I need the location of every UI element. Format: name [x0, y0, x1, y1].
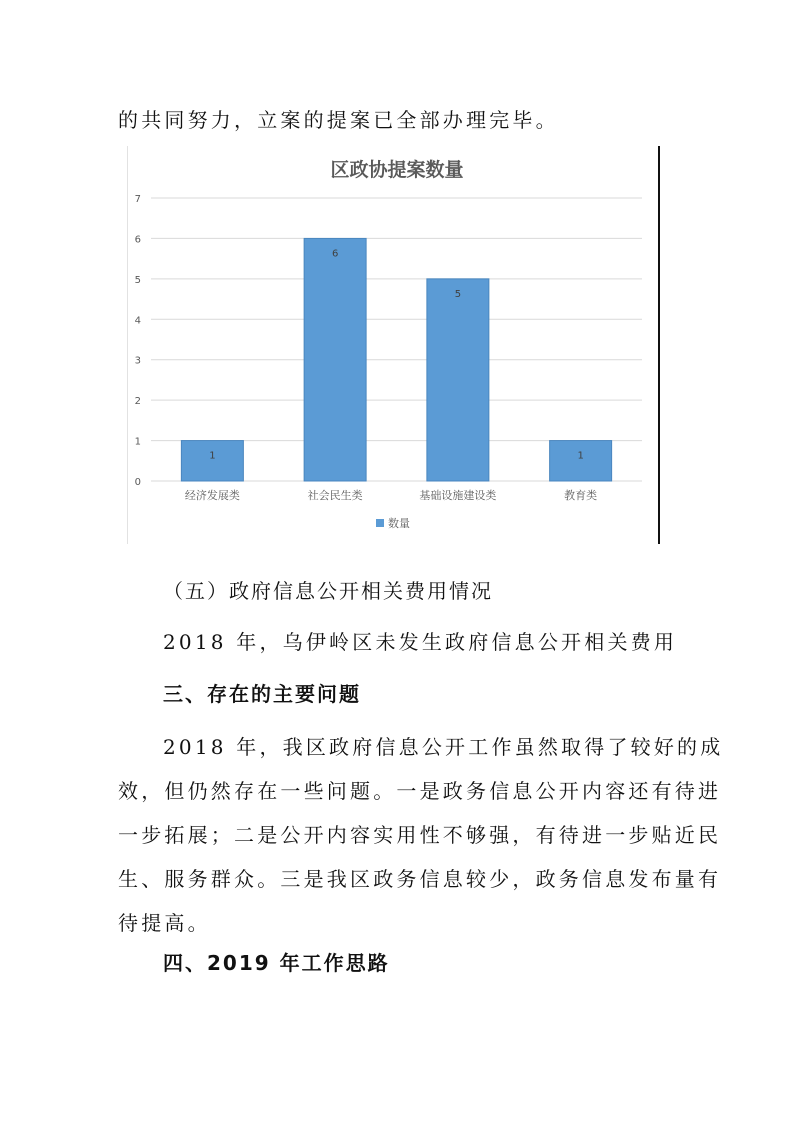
section3-line-2: 效，但仍然存在一些问题。一是政务信息公开内容还有待进	[118, 779, 722, 803]
legend-label: 数量	[388, 517, 410, 530]
x-tick-label: 教育类	[564, 489, 598, 502]
bar	[304, 238, 366, 481]
y-tick-label: 6	[134, 234, 141, 246]
y-tick-label: 3	[134, 355, 141, 367]
y-tick-label: 5	[134, 274, 141, 286]
x-tick-label: 社会民生类	[307, 489, 363, 502]
x-tick-label: 基础设施建设类	[419, 489, 497, 502]
section5-title: （五）政府信息公开相关费用情况	[163, 579, 493, 603]
y-tick-label: 7	[134, 194, 141, 205]
y-tick-label: 1	[134, 436, 141, 448]
section3-line-5: 待提高。	[118, 911, 211, 935]
chart-title: 区政协提案数量	[330, 159, 464, 181]
data-label: 1	[577, 450, 584, 462]
section5-body: 2018 年，乌伊岭区未发生政府信息公开相关费用	[163, 630, 678, 654]
bar	[427, 279, 489, 481]
data-label: 6	[331, 248, 339, 260]
paragraph-top-line: 的共同努力，立案的提案已全部办理完毕。	[118, 108, 559, 132]
section3-line-1: 2018 年，我区政府信息公开工作虽然取得了较好的成	[163, 735, 724, 759]
chart-right-border	[658, 146, 660, 544]
section4-title: 四、2019 年工作思路	[163, 951, 390, 975]
legend-swatch	[376, 519, 384, 527]
y-tick-label: 2	[134, 396, 141, 408]
data-label: 5	[454, 288, 462, 300]
x-tick-label: 经济发展类	[184, 489, 240, 502]
y-tick-label: 0	[134, 477, 141, 488]
section3-title: 三、存在的主要问题	[163, 682, 361, 706]
data-label: 1	[209, 450, 216, 462]
section3-line-3: 一步拓展；二是公开内容实用性不够强，有待进一步贴近民	[118, 823, 722, 847]
bar-chart	[127, 146, 658, 544]
chart-container	[127, 146, 660, 544]
chart-legend	[376, 516, 410, 530]
y-tick-label: 4	[134, 315, 141, 327]
chart-left-border	[127, 146, 128, 544]
section3-line-4: 生、服务群众。三是我区政务信息较少，政务信息发布量有	[118, 867, 722, 891]
